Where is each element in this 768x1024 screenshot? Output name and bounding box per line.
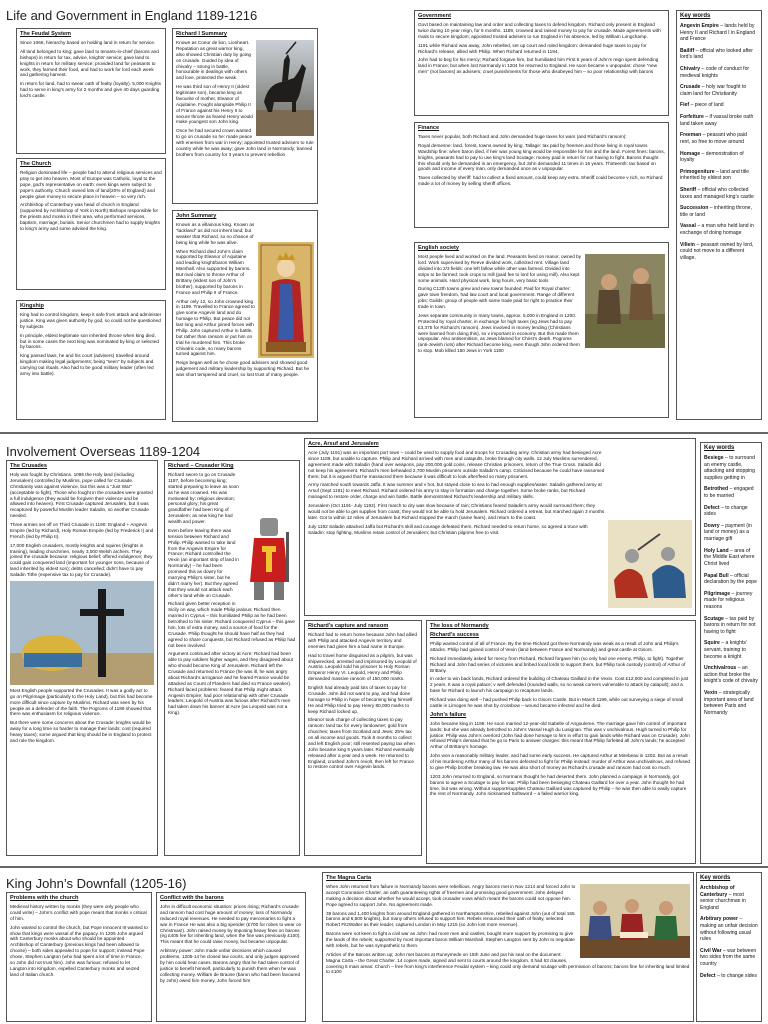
richard-summary-p2: He was third son of Henry II (oldest legitimate son), became king as favourite of mother, Eleanor of Aquitaine. Fought alongside Philip II of France against his Henry II to secure throne as feared Henry would make youngest son John king. xyxy=(176,84,253,125)
richard-crusader-p3: Richard given better reception in Sicily on way, which made Philip jealous; Richard then married in Cyprus – this humiliated Philip as he had been betrothed to his sister. Richard conquered Cyprus – this gave him, lots of extra money, and a source of food for the Crusade. Philip thought he should have half as they had agreed to share conquests, but Richard refused as Philip had not been involved. xyxy=(168,601,296,648)
key-word-definition: – official who collected taxes and managed king’s castle xyxy=(680,186,754,200)
key-word-definition: – peasant who paid rent, so free to move around xyxy=(680,132,747,145)
section-divider-1 xyxy=(0,432,768,434)
magna-carta-image xyxy=(580,884,690,958)
magna-p3: Barons were not keen to fight a civil war as John: had more men and castles; bought more support by promising to give the lands of the rebels; supported by most important baron William Marshall. Stephen Langton sent by John to negotiate with rebels, but he was sympathetic to them. xyxy=(326,931,575,948)
acre-p1: Acre (July 1191) was an important port town – could be used to supply food and troops for Crusading army. Christian army had besieged Acre since 1189, but unable to capture. Philip and Richard arrived with men and catapults, broke through city walls. 12 July Muslims surrendered, agreement made with Saladin (hand over weapons, pay 200,000 gold coins, release Christian prisoners, return of the True Cross. Saladin did not keep his agreement. Richard’s men beheaded 2,700 Muslim prisoners outside Saladin’s camp. Criticised because he could have ransomed them; but it is argued that he massacred them because it was difficult to look after/feed so many prisoners. xyxy=(308,450,605,479)
kingship-p1: King had to control kingdom, keep it safe from attack and administer justice. King was given authority by god, so could not be questioned by subjects xyxy=(20,312,162,329)
signing-scene-icon xyxy=(580,884,690,958)
acre-p2: Army marched south towards Jaffa. It was summer and v hot, but stayed close to sea to had enough supplies/water. Saladin gathered army at Arsuf (Sept 1191) to meet Richard. Richard ordered his army to stay in formation and charge together. Some broke ranks, but Richard managed to restore order, charge and win battle. Battle demonstrated Richard’s leadership and military skills. xyxy=(308,482,602,500)
key-word-entry xyxy=(680,169,758,182)
key-word-definition: – tax paid by barons in return for not having to fight xyxy=(704,615,756,635)
key-word-entry xyxy=(680,114,758,127)
downfall2-p1: John in difficult economic situation: prices rising; Richard’s crusade and ransom had cost huge amount of money; loss of Normandy reduced royal revenues. He needed to pay mercenaries to fight a war in France He was also a big spender (£700 for robes to wear on Christmas!). John raised money by imposing heavy fines on barons (eg £405 fee for inheriting land, when the fine was previously £100). This meant that he could raise money, but became unpopular. xyxy=(160,904,302,945)
downfall2-heading: Conflict with the barons xyxy=(160,895,224,901)
key-words-box-3 xyxy=(696,872,762,1022)
key-word-entry xyxy=(680,242,758,262)
richard-statue-image xyxy=(256,40,314,136)
key-word-definition: – lands held by Henry II and Richard I in England and France xyxy=(680,23,756,43)
feudal-p3: In return for land, had to swear oath of fealty (loyalty). 5,000 Knights had to serve in king’s army for 2 months and give 40 days guarding lord’s castle. xyxy=(20,81,161,98)
key-word-definition: – war between two sides from the same country xyxy=(700,947,757,968)
downfall1-p2: John wanted to control the church, but Pope Innocent III wanted to show that kings were vassal of the papacy. In 1205 John argued with Canterbury monks about who should be appointed Archbishop of Canterbury (previous kings had been allowed to choose) – both sides appealed to pope for support; instead Pope chose, Stephen Langton (who had spent a lot of time in France, so John did not trust him). John was furious: refused to let Langton into Kingdom, expelled Canterbury monks and seized land of Italian church. xyxy=(10,924,148,977)
government-p1: Govt based on maintaining law and order and collecting taxes to defend kingdom. Richard only present in England twice during 10 year reign, for 6 months. 1189, crowned and raised money to pay for crusade. Made agreements with rivals to secure kingdom; appointed trusted advisers to run England in his absence, led by William Longchamp. xyxy=(418,22,661,39)
section-title-john-downfall: King John’s Downfall (1205-16) xyxy=(6,876,187,891)
key-word-term: Scutage xyxy=(704,615,724,622)
key-word-entry xyxy=(680,48,758,61)
key-word-definition: – land and title inherited by eldest son xyxy=(680,168,750,182)
normandy-sub-failure: John’s failure xyxy=(430,711,467,718)
key-word-entry xyxy=(704,640,758,660)
key-word-term: Squire xyxy=(704,640,720,647)
cross-dome-icon xyxy=(10,581,154,685)
knight-image xyxy=(242,512,296,604)
key-word-definition: – a knights’ servant, training to become a knight xyxy=(704,640,747,660)
kingship-heading: Kingship xyxy=(20,303,44,309)
richard-crusader-heading: Richard – Crusader King xyxy=(168,463,234,469)
key-word-entry xyxy=(680,23,758,43)
normandy-heading: The loss of Normandy xyxy=(430,623,489,629)
key-word-entry xyxy=(704,665,758,685)
section-title-life-government: Life and Government in England 1189-1216 xyxy=(6,8,258,23)
key-word-entry xyxy=(680,223,758,236)
key-word-definition: – making an unfair decision without following usual rules xyxy=(700,916,758,943)
barons-conflict-box xyxy=(156,892,306,1022)
key-word-term: Defect xyxy=(700,972,716,979)
key-word-entry xyxy=(704,690,758,716)
key-words-box-2 xyxy=(700,442,762,864)
magna-heading: The Magna Carta xyxy=(326,875,372,881)
key-word-term: Defect xyxy=(704,504,720,511)
key-word-definition: – a man who held land in exchange of doing homage xyxy=(680,223,754,237)
finance-p2: Royal demesne: land, forest, towns owned by king. Tallage: tax paid by freemen and those living in royal towns Wardship fine: when baron died, if heir was young king would be responsible for him and the land. Forest fines: barons, knights, peasants had to pay to use king’s land Scutage: money paid in return for not having to fight. Barons thought this should only be demanded in an emergency, but John demanded 11 times in 16 years. Thirteenth: tax based on goods and income of every man, only demanded once as v unpopular. xyxy=(418,142,665,172)
acre-arsuf-box xyxy=(304,438,696,616)
key-word-entry xyxy=(700,916,758,942)
key-word-entry xyxy=(704,486,758,499)
magna-p2: 39 barons and 1,400 knights from around England gathered in Northamptonshire, rebelled against John (out of total 165 barons and 6,500 knights), but many others refused to support him. Rebels renounced their oath of fealty, selected Robert FitzWalter as their leader, captured London in May 1215 (so John lost more revenue). xyxy=(326,910,575,928)
key-word-definition: – official who looked after lord’s land xyxy=(680,47,753,61)
john-portrait-image xyxy=(258,242,314,358)
magna-p1: When John returned from failure in Normandy barons were rebellious. Angry barons met in Nov 1214 and forced John to accept Coronation Charter, an oath guaranteeing rights of freemen and promising good government. John delayed making a decision about whether he would accept, took crusader vows which meant the barons could not oppose him. Pope agreed to support John. No agreement made. xyxy=(326,884,576,907)
key-word-term: Archbishop of Canterbury xyxy=(700,885,735,898)
key-word-term: Sheriff xyxy=(680,186,697,193)
magna-carta-box xyxy=(322,872,694,1022)
key-word-entry xyxy=(704,505,758,518)
key-word-definition: – most senior churchman in England xyxy=(700,891,746,911)
feudal-p2: All land belonged to king; gave land to tenants-in-chief (barons and bishops) in return for tax, advice, knights’ service; gave land to knights in return for military service; provided land for peasants to work, they farmed their food, and had to work for lord each week and gathering harvest. xyxy=(20,48,159,78)
key-word-entry xyxy=(704,591,758,611)
english-society-box xyxy=(414,242,669,418)
key-word-definition: – holy war fought to claim land for Christianity xyxy=(680,84,747,97)
normandy-p1-1: Philip wanted control of all of France. By the time Richard got there Normandy was weak as a result of John and Philip’s attacks. Philip had gained control of Vexin (land between France and Normandy) and great castle at Gisors. xyxy=(430,641,679,652)
key-word-entry xyxy=(704,455,758,481)
king-portrait-icon xyxy=(258,242,314,358)
key-word-term: Crusade xyxy=(680,84,701,91)
knight-icon xyxy=(242,512,296,604)
government-p2: 1191 while Richard was away, John rebelled, set up court and ruled kingdom: demanded huge taxes to pay for Richard’s release, allied with Philip. When Richard returned in 1194, xyxy=(418,42,647,54)
feudal-system-box xyxy=(16,28,166,154)
feudal-p1: Since 1066, hierarchy based on holding land in return for service. xyxy=(20,40,156,45)
key-word-entry xyxy=(704,573,758,586)
key-word-entry xyxy=(680,102,758,109)
normandy-p1-4: Richard was doing well – had pushed Philip back to Gisors Castle. But in March 1199, while out surveying a siege of small castle in Limoges he was shot by crossbow – wound became infected and he died. xyxy=(430,697,683,708)
kingship-p3: King passed laws, he and his court (advisers) travelled around kingdom making legal judgements; being “seen” by subjects and carrying out rituals. Also had to be good military leader (often led army into battle). xyxy=(20,353,154,376)
key-word-term: Forfeiture xyxy=(680,114,704,121)
acre-p4: July 1192 Saladin attacked Jaffa but Richard’s skill and courage defeated them. Richard needed to return home, so agreed a truce with Saladin: stop fighting, Muslims retain control of Jerusalem; but Christian pilgrims free to visit. xyxy=(308,523,588,535)
john-summary-heading: John Summary xyxy=(176,213,217,219)
jerusalem-image xyxy=(10,581,154,685)
key-word-term: Succession xyxy=(680,205,709,212)
crusades-box xyxy=(6,460,158,856)
capture-heading: Richard’s capture and ransom xyxy=(308,623,389,629)
key-word-definition: – piece of land xyxy=(689,102,724,109)
battle-image xyxy=(608,520,692,608)
key-word-term: Homage xyxy=(680,150,701,157)
key-words-box-1 xyxy=(676,10,762,420)
richard-crusader-box xyxy=(164,460,300,856)
key-word-definition: – journey made for religious reasons xyxy=(704,590,753,610)
key-word-entry xyxy=(680,205,758,218)
key-word-definition: – engaged to be married xyxy=(704,486,754,500)
key-word-entry xyxy=(680,132,758,145)
church-heading: The Church xyxy=(20,161,52,167)
downfall2-p2: Arbitrary power: John made unfair decisions which caused problems. 1205-14 he closed law courts, and only judges approved by him could hear cases. Barons angry that he had taken control of justice to benefit himself, particularly to punish them when he was collecting money. William de Braose (baron who had been favoured by John) owed him money, John forced him xyxy=(160,948,301,983)
kw1-heading: Key words xyxy=(680,13,711,19)
finance-p1: Taxes never popular, both Richard and John demanded huge taxes for wars (and Richard’s ransom): xyxy=(418,134,627,139)
key-word-term: Pilgrimage xyxy=(704,590,731,597)
key-word-definition: – payment (in land or money) as a marriage gift xyxy=(704,522,752,543)
church-p1: Religion dominated life – people had to attend religious services and pray to get into heaven. Most of Europe was Catholic, loyal to the pope, god’s representative on earth: even kings were subject to pope’s authority. Church owned lots of land(20% of England) and people gave money to secure place in heaven – so very rich. xyxy=(20,170,162,199)
key-word-entry xyxy=(680,151,758,164)
key-word-term: Betrothed xyxy=(704,486,729,493)
downfall1-heading: Problems with the church xyxy=(10,895,79,901)
key-word-definition: – inheriting throne, title or land xyxy=(680,205,752,218)
john-summary-p2: When Richard died John’s claim supported by Eleanor of Aquitaine and leading knight/baron William Marshall. Also supported by barons. But rival claim to throne Arthur of Brittany (eldest son of John’s brother), supported by barons in France and Philip II of France. xyxy=(176,248,251,295)
kw2-list xyxy=(704,455,758,717)
government-box xyxy=(414,10,669,116)
key-word-definition: – an action that broke the knight’s code of chivalry xyxy=(704,665,758,685)
key-word-definition: – official declaration by the pope xyxy=(704,572,757,586)
key-word-definition: – peasant owned by lord, could not move to a different village. xyxy=(680,241,754,261)
crusades-heading: The Crusades xyxy=(10,463,47,469)
key-word-definition: – to surround an enemy castle, attacking and stopping supplies getting in xyxy=(704,455,755,481)
peasants-icon xyxy=(585,254,665,348)
section-title-involvement-overseas: Involvement Overseas 1189-1204 xyxy=(6,444,201,459)
key-word-entry xyxy=(700,973,758,980)
john-summary-box xyxy=(172,210,318,422)
capture-p2: Had to travel home disguised as a pilgrim, but was shipwrecked, arrested and imprisoned by Leopold of Austria. Leopold sold his prisoner to Holy Roman Emperor Henry VI. Leopold, Henry and Philip demanded massive ransom of 150,000 marks. xyxy=(308,652,417,682)
feudal-heading: The Feudal System xyxy=(20,31,71,37)
church-p2: Archbishop of Canterbury was head of church in England (supported by Archbishop of York in North) Bishops responsible for the priests and monks in their area, who performed services, baptism, marriage, burials. Senior churchmen had to supply knights to king’s army and some advised the king. xyxy=(20,202,160,231)
finance-box xyxy=(414,122,669,228)
acre-heading: Acre, Arsuf and Jerusalem xyxy=(308,441,379,447)
key-word-term: Unchivalrous xyxy=(704,665,737,672)
horse-statue-icon xyxy=(256,40,314,136)
richard-summary-p3: Once he had secured crown wanted to go on crusade so he: made peace with enemies from war in Henry; appointed trusted advisers to rule country while he was away; gave John land in Normandy; banned brothers from country for 3 years to prevent rebellion xyxy=(176,128,314,157)
key-word-term: Besiege xyxy=(704,455,724,461)
crusades-p2: Three armies set off on Third Crusade in 1190: England + Angevin Empire (led by Richard), Holy Roman Empire (led by Frederick I) and French (led by Philip II). xyxy=(10,522,154,539)
capture-p3: English had already paid lots of taxes to pay for Crusade. John did not want to pay, and had done homage to Philip in hope of becoming king himself. He and Philip tried to pay Henry 80,000 marks to keep Richard locked up. xyxy=(308,685,414,714)
john-summary-p4: Reign began well as he chose good advisers and showed good judgement and military leadership by supporting Richard. But he was short tempered and cruel, so lost trust of many people. xyxy=(176,360,310,377)
richard-crusader-p1: Richard swore to go on Crusade 1187, before becoming king; started preparing to leave as soon as he was crowned. His was motivated by: religious devotion; personal glory; his great grandfather had been King of Jerusalem; as new king he had wealth and power. xyxy=(168,472,239,524)
key-word-term: Vexin xyxy=(704,690,718,697)
finance-heading: Finance xyxy=(418,125,440,131)
normandy-p2-3: 1203 John returned to England, so Normans thought he had deserted them. John planned a campaign in Normandy, got barons to agree a Scutage to pay for war. Philip had been besieging Chateau Gaillard for over a year. John thought he had time, but was wrong. Without support/supplies Chateau Gaillard was captured by Philip – he was then able to easily capture the rest of Normandy. John nicknamed Softsword – a failed warrior king. xyxy=(430,773,687,797)
key-word-definition: – if vassal broke oath land taken away xyxy=(680,114,754,127)
capture-p1: Richard had to return home because John had allied with Philip and attacked Angevin territory and enemies had given him a bad name in Europe. xyxy=(308,632,417,649)
finance-p3: Taxes collected by sheriff: had to collect a fixed amount, could keep any extra. Sheriff could become v rich, so Richard made a lot of money by selling sheriff offices. xyxy=(418,175,663,187)
richard-summary-p1: Known as Coeur de lion, Lionheart. Reputation as great warrior king, also showed Christian duty by going on crusade. Guided by idea of chivalry – strong in battle, honourable in dealings with others and love, protected the weak. xyxy=(176,40,252,81)
key-word-term: Dowry xyxy=(704,522,720,529)
crusades-p5: But there were some concerns about the Crusade: knights would be away for a long time so harder to manage their lands; cost (required heavy taxes); some argued that king should be in England to protect and rule the kingdom. xyxy=(10,720,152,743)
church-box xyxy=(16,158,166,290)
key-word-term: Angevin Empire xyxy=(680,23,719,29)
peasants-image xyxy=(585,254,665,348)
key-word-entry xyxy=(704,523,758,543)
kw3-list xyxy=(700,885,758,979)
john-summary-p3: Arthur only 12, so John crowned king in 1199. Travelled to France agreed to give some Angevin land and do homage to Philip, But peace did not last long and Arthur joined forces with Philip. John captured Arthur in battle, but rather than ransom or put him on trial he murdered him. This broke Chivalric code, so many barons turned against him. xyxy=(176,298,255,357)
loss-normandy-box xyxy=(426,620,696,864)
acre-p3: Jerusalem (Oct 1191- July 1192). First march to city was slow because of rain; Christians feared Saladin’s army would surround them; they would not be able to get supplies from coast; they would not be able to hold Jerusalem. Richard ordered a retreat, but marched again 3 months later. Got to within 12 miles of Jerusalem but Richard stopped the march (same fears), and return to the coast. xyxy=(308,503,605,520)
kw1-list xyxy=(680,23,758,261)
richard-crusader-p4: Argument continued after victory at Acre: Richard had been able to pay soldiers higher wages, and they disagreed about who should become King of Jerusalem. Richard left the Crusade and returned to France (he was ill, he was angry about Richard’s arrogance and he feared France would be attacked as Count of Flanders had died so France weaker). Richard faced problems: feared that Philip might attack Angevin Empire; had poor relationship with other Crusade leaders; Leopold of Austria was furious after Richard’s men had taken down his banner at Acre (as Leopold was not a King). xyxy=(168,651,294,716)
key-word-definition: – to change sides xyxy=(715,972,757,979)
key-word-term: Papal Bull xyxy=(704,572,729,579)
kingship-p2: In principle, eldest legitimate son inherited throne when king died, but in some cases the next king was nominated by king or selected by barons. xyxy=(20,332,159,350)
downfall1-p1: Medieval history written by monks (they were only people who could write) – John’s conflict with pope meant that monks v critical of him. xyxy=(10,904,147,921)
key-word-entry xyxy=(700,885,758,911)
normandy-p2-1: John became king in 1199. He soon married 12-year-old Isabelle of Angouleme. The marriage gave him control of important lands; but she was already betrothed to John’s Vassal Hugh du Lusignan. This was v unchivalrous. Hugh turned to Philip for justice. Philip was John’s overlord (John had done homage to him in effort to gain lands while Richard was on Crusade). John refused Philip’s demand that he go to Paris to answer charges: this meant that Philip forfeited all John’s lands; he accepted Arthur of Brittany’s homage. xyxy=(430,720,690,750)
normandy-p1-3: In order to win back lands, Richard ordered the building of Chateau Gaillard in the Vexin. Cost £12,000 and completed in just 2 years. It was a royal palace; v well defended (rounded walls, so no weak corners vulnerable to attack by catapult); and a base for Richard to launch his campaign to recapture lands. xyxy=(430,676,689,694)
society-p1: Most people lived and worked on the land. Peasants lived on manor, owned by lord. Work supervised by Reeve divided work, collected rent. Village land divided into 2/3 fields: one left fallow while other was farmed. Divided into strips to be farmed; took crops to mill (paid fee to lord for using mill). Also kept some animals. Hard physical work, long hours, very basic tools xyxy=(418,254,582,283)
kw2-heading: Key words xyxy=(704,445,735,451)
key-word-definition: – code of conduct for medieval knights xyxy=(680,66,750,79)
kingship-box xyxy=(16,300,166,420)
capture-ransom-box xyxy=(304,620,422,856)
key-word-term: Civil War xyxy=(700,947,722,954)
key-word-term: Bailiff xyxy=(680,47,695,54)
government-heading: Government xyxy=(418,13,451,19)
capture-p4: Eleanor took charge of collecting taxes to pay ransom: land tax for every landowner; gold from churches; taxes from Scotland and Jews; 25% tax on all income and goods. Took 8 months to collect and left English poor; still resented paying tax when John became king 5 years later. Richard eventually released after a year and a week. He returned to England, crushed John’s revolt, then left for France to restore control over Angevin lands. xyxy=(308,717,415,770)
church-problems-box xyxy=(6,892,152,1022)
crusades-p1: Holy war fought by Christians. 1095 the Holy land (including Jerusalem) controlled by Muslims, pope called for Crusade. Christianity was against violence, but this was a “Just War” (acceptable to fight). Those who fought in the crusades were granted a full indulgence (they would be forgiven their violence and be allowed into heaven). First Crusade captured Jerusalem, but it was recaptured by powerful Muslim leader Saladin, so another Crusade needed. xyxy=(10,472,153,519)
key-word-term: Fief xyxy=(680,102,690,109)
crusades-p3: 17,000 English crusaders, mostly knights and squires (knights in training), leading churchmen, nearly 3,000 Welsh archers. They joined the crusade because: religious belief; offered indulgence; they could gain conquered land (important for younger sons, because of land inherited by eldest son); debts cancelled; didn’t have to pay Saladin Tithe (expensive tax to pay for Crusade). xyxy=(10,542,153,577)
key-word-term: Primogeniture xyxy=(680,168,715,175)
magna-p4: Articles of the Barons written up; John met barons at Runnymede on 15th June and put his seal on the document: Magna Carta – the Great Charter. 14 copies made, signed and sent to courts around the kingdom. It had 63 clauses, covering 5 main areas: Church – free from king’s interference Feudal system – king could only demand scutage with permission of barons; barons fine for inheriting land limited to £100 xyxy=(326,951,690,975)
kw3-heading: Key words xyxy=(700,875,731,881)
key-word-definition: – strategically important area of land between Paris and Normandy xyxy=(704,690,754,716)
key-word-entry xyxy=(680,66,758,79)
section-divider-2 xyxy=(0,866,768,868)
richard-summary-box xyxy=(172,28,318,204)
key-word-entry xyxy=(704,548,758,568)
society-p3: Jews separate community in many towns, approx. 5,000 in England in 1200. Protected by royal charter, in exchange for high taxes (eg Jews had to pay £3,375 for Richard’s ransom). Jews involved in money lending (Christians were banned from doing this), so v important in economy. But this made them unpopular. Also antisemitism, as Jews blamed for Christ’s death. Pogroms (anti-Jewish riots) after Richard become king, even though John ordered them to stop. Mob killed 150 Jews in York 1190 xyxy=(418,312,580,354)
richard-crusader-p2: Even before leaving there was tension between Richard and Philip. Philip wanted to take land from the Angevin Empire for France; Richard controlled the Vexin (an important strip of land in Normandy) – he had been promised this as dowry for marrying Philip’s sister, but he didn’t marry her). But they agreed that they would not attack each other’s land while on Crusade. xyxy=(168,527,239,598)
key-word-definition: – area of the Middle East where Christ lived xyxy=(704,547,755,567)
key-word-entry xyxy=(680,187,758,200)
key-word-term: Freeman xyxy=(680,132,702,139)
key-word-term: Chivalry xyxy=(680,66,701,73)
normandy-p1-2: Richard immediately asked for mercy from Richard, Richard forgave him (so only had one enemy, Philip, to fight). Together Richard and John had series of victories and bribed local lords to support them, but Philip took custody (control) of Arthur of Brittany. xyxy=(430,655,686,673)
key-word-term: Vassal xyxy=(680,223,696,230)
key-word-term: Holy Land xyxy=(704,547,729,554)
battle-scene-icon xyxy=(608,520,692,608)
society-heading: English society xyxy=(418,245,460,251)
key-word-definition: – demonstration of loyalty xyxy=(680,150,744,164)
normandy-sub-success: Richard’s success xyxy=(430,632,479,638)
key-word-definition: – to change sides xyxy=(704,504,748,518)
normandy-p2-2: John won a reasonably military leader, and had some early success. He captured Arthur at Mirebeau in 1202. But as a result of his murdering Arthur many of his barons defected to fight for Philip instead: murder of Arthur was unchivalrous, and refused to give Philip brother breaking law. He was also short of money as Richard’s crusade and ransom had cost so much. xyxy=(430,753,691,770)
crusades-p4: Most English people supported the Crusades. It was a godly act to go on Pilgrimage (particularly to the Holy Land), but this had become more difficult since capture by Muslims. Richard was seen by his people as a defender of the faith. The Pogroms of 1189 showed that there was enthusiasm for religious violence. xyxy=(10,687,153,717)
society-p2: During C12th towns grew and new towns founded. Paid for Royal charter: gave town freedom, had law court and local government. Range of different jobs; Guilds: group of people with same trade paid for right to practice their trade in town. xyxy=(418,286,575,309)
key-word-term: Villein xyxy=(680,241,695,248)
key-word-entry xyxy=(704,616,758,636)
key-word-term: Arbitrary power xyxy=(700,916,738,923)
john-summary-p1: Known as a villainous king. Known as “lackland” as did not inherit land; but weaker that Richard, so no chance of being king while he was alive. xyxy=(176,222,255,245)
richard-summary-heading: Richard I Summary xyxy=(176,31,227,37)
key-word-entry xyxy=(700,948,758,968)
key-word-entry xyxy=(680,84,758,97)
government-p3: John had to beg for his mercy; Richard forgave him, but humiliated him First 6 years of John’s reign spent defending land in France; but when lost Normandy in 1204 he returned to England. He soon became v unpopular: chose “new men” (not barons) as advisers; cruel punishments for those who disobeyed him – so poor relationship with barons xyxy=(418,57,659,75)
